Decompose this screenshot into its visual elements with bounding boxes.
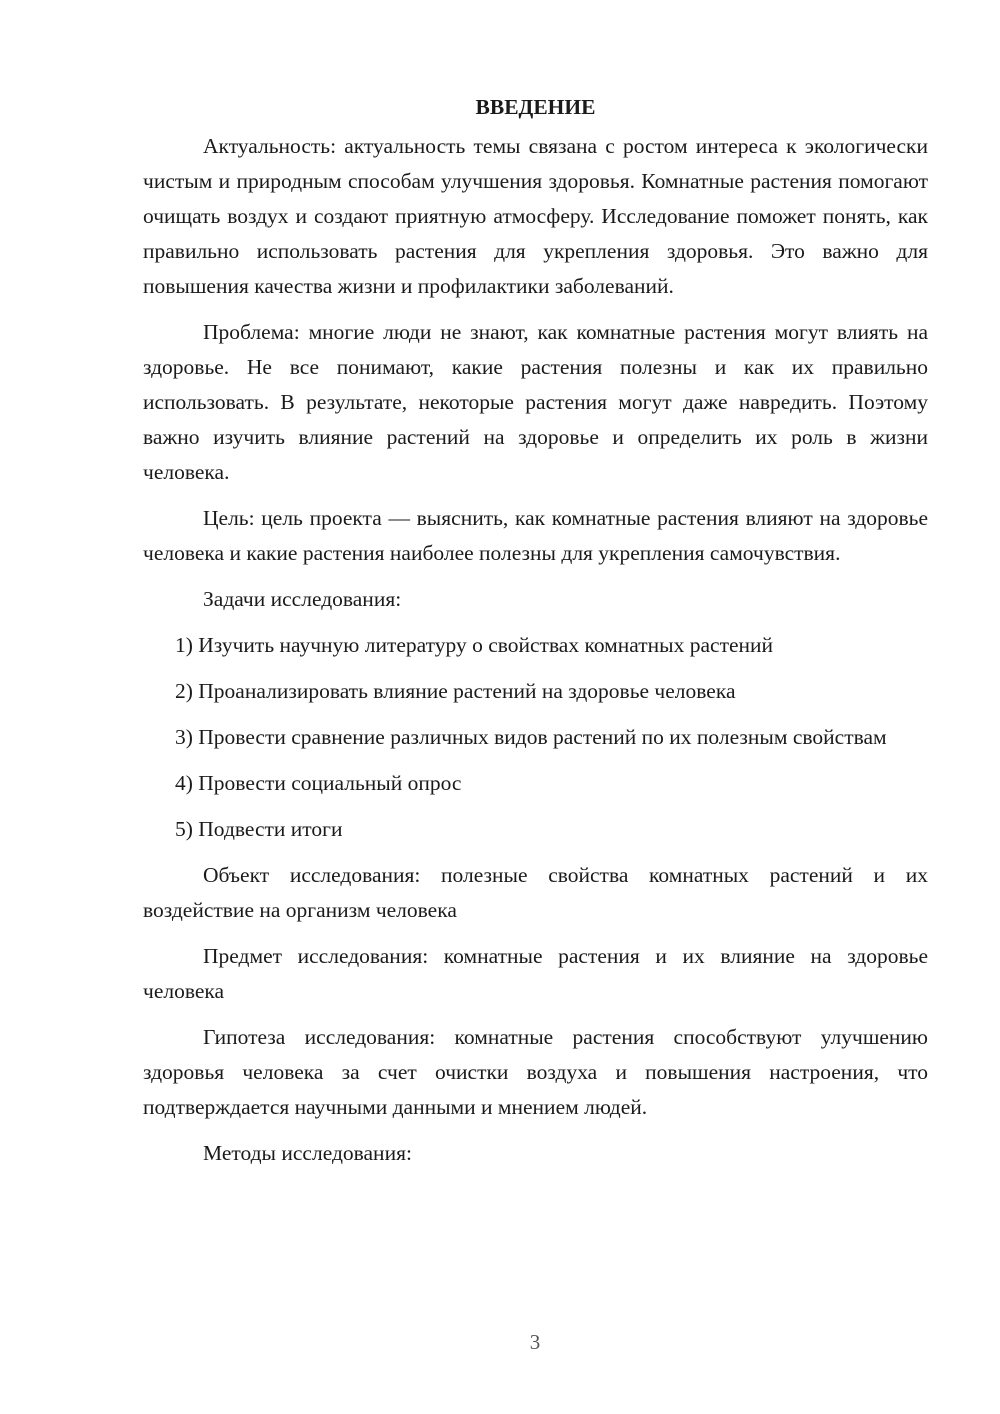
task-item-4: 4) Провести социальный опрос xyxy=(175,771,462,795)
paragraph-problem: Проблема: многие люди не знают, как комнатные растения могут влиять на здоровье. Не все понимают, какие растения полезны и как их правильно использовать. В результате, некоторые растения могут даже навредить. Поэтому важно изучить влияние растений на здоровье и определить их роль в жизни человека. xyxy=(143,320,928,484)
paragraph-relevance: Актуальность: актуальность темы связана с ростом интереса к экологически чистым и природным способам улучшения здоровья. Комнатные растения помогают очищать воздух и создают приятную атмосферу. Исследование поможет понять, как правильно использовать растения для укрепления здоровья. Это важно для повышения качества жизни и профилактики заболеваний. xyxy=(143,134,928,298)
paragraph-hypothesis: Гипотеза исследования: комнатные растения способствуют улучшению здоровья человека за счет очистки воздуха и повышения настроения, что подтверждается научными данными и мнением людей. xyxy=(143,1025,928,1119)
document-page xyxy=(143,90,928,1182)
page-title: ВВЕДЕНИЕ xyxy=(475,95,596,119)
task-item-2: 2) Проанализировать влияние растений на здоровье человека xyxy=(175,679,736,703)
paragraph-object: Объект исследования: полезные свойства комнатных растений и их воздействие на организм человека xyxy=(143,863,928,922)
paragraph-goal: Цель: цель проекта — выяснить, как комнатные растения влияют на здоровье человека и какие растения наиболее полезны для укрепления самочувствия. xyxy=(143,506,928,565)
paragraph-methods: Методы исследования: xyxy=(203,1141,412,1165)
paragraph-subject: Предмет исследования: комнатные растения и их влияние на здоровье человека xyxy=(143,944,928,1003)
task-item-5: 5) Подвести итоги xyxy=(175,817,343,841)
task-item-1: 1) Изучить научную литературу о свойствах комнатных растений xyxy=(175,633,774,657)
page-number: 3 xyxy=(529,1330,541,1354)
task-item-3: 3) Провести сравнение различных видов растений по их полезным свойствам xyxy=(175,725,887,749)
tasks-heading: Задачи исследования: xyxy=(203,587,402,611)
